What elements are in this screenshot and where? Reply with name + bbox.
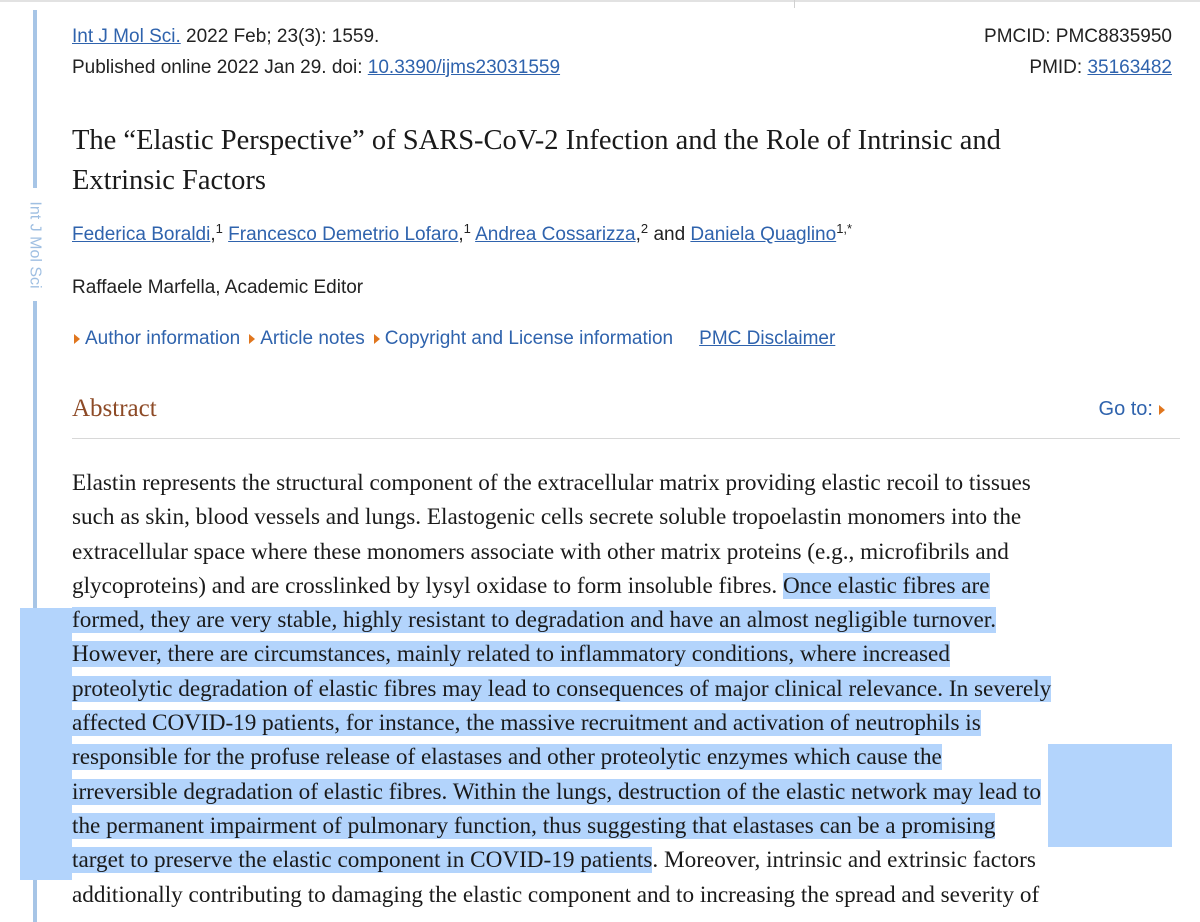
copyright-label: Copyright and License information bbox=[384, 328, 674, 349]
selected-text: responsible for the profuse release of elastases and other proteolytic enzymes which cause the bbox=[72, 744, 942, 771]
academic-editor: Raffaele Marfella, Academic Editor bbox=[72, 277, 364, 298]
citation-header bbox=[72, 26, 1172, 88]
selected-text: irreversible degradation of elastic fibres. Within the lungs, destruction of the elastic network may lead to bbox=[72, 778, 1041, 805]
text-selection-margin bbox=[20, 608, 72, 880]
article-info-bar bbox=[72, 328, 835, 350]
author-information-toggle[interactable] bbox=[72, 328, 240, 350]
top-border bbox=[0, 0, 1200, 2]
selected-text: However, there are circumstances, mainly related to inflammatory conditions, where increased bbox=[72, 641, 950, 668]
selected-text: the permanent impairment of pulmonary function, thus suggesting that elastases can be a promising bbox=[72, 812, 996, 839]
article-title: The “Elastic Perspective” of SARS-CoV-2 Infection and the Role of Intrinsic and Extrinsic Factors bbox=[72, 125, 1001, 196]
selected-text: proteolytic degradation of elastic fibres may lead to consequences of major clinical relevance. In severely bbox=[72, 675, 1052, 702]
top-divider-tick bbox=[794, 0, 795, 8]
sidebar-rule bbox=[33, 10, 37, 188]
selected-text: target to preserve the elastic component in COVID-19 patients bbox=[72, 847, 653, 874]
journal-issue bbox=[72, 26, 379, 57]
abstract-line bbox=[72, 535, 1172, 569]
triangle-right-icon bbox=[249, 334, 255, 344]
issue-date: 2022 Feb; 23(3): 1559. bbox=[186, 26, 380, 47]
citation-row-2 bbox=[72, 57, 1172, 88]
abstract-text-segment: extracellular space where these monomers associate with other matrix proteins (e.g., microfibrils and bbox=[72, 538, 1009, 565]
citation-row-1 bbox=[72, 26, 1172, 57]
selected-text: affected COVID-19 patients, for instance, the massive recruitment and activation of neutrophils is bbox=[72, 710, 981, 737]
pmid-link[interactable]: 35163482 bbox=[1087, 57, 1172, 78]
abstract-line bbox=[72, 843, 1172, 877]
abstract-line bbox=[72, 569, 1172, 603]
sidebar-journal-label[interactable]: Int J Mol Sci bbox=[27, 201, 45, 289]
abstract-line bbox=[72, 603, 1172, 637]
abstract-line bbox=[72, 466, 1172, 500]
abstract-line bbox=[72, 775, 1172, 809]
article-notes-label: Article notes bbox=[260, 328, 365, 349]
copyright-toggle[interactable] bbox=[372, 328, 673, 350]
abstract-heading: Abstract bbox=[72, 395, 157, 422]
pmid-label: PMID: bbox=[1029, 57, 1088, 78]
author-link[interactable]: Andrea Cossarizza bbox=[475, 224, 636, 245]
and-word: and bbox=[653, 224, 686, 245]
sidebar-rule bbox=[33, 301, 37, 631]
author-affiliation: 2 bbox=[640, 221, 649, 236]
doi-link[interactable]: 10.3390/ijms23031559 bbox=[367, 57, 561, 78]
author-link[interactable]: Francesco Demetrio Lofaro bbox=[228, 224, 459, 245]
abstract-line bbox=[72, 740, 1172, 774]
triangle-right-icon bbox=[1159, 405, 1165, 415]
author-affiliation: 1 bbox=[463, 221, 471, 236]
goto-label: Go to: bbox=[1098, 398, 1153, 420]
abstract-line bbox=[72, 706, 1172, 740]
abstract-line bbox=[72, 500, 1172, 534]
selected-text: formed, they are very stable, highly resistant to degradation and have an almost negligible turnover. bbox=[72, 607, 997, 634]
journal-link[interactable]: Int J Mol Sci. bbox=[72, 26, 181, 47]
abstract-text bbox=[72, 466, 1172, 912]
published-doi bbox=[72, 57, 560, 88]
abstract-text-segment: such as skin, blood vessels and lungs. Elastogenic cells secrete soluble tropoelastin monomers into the bbox=[72, 504, 1022, 531]
abstract-text-segment: additionally contributing to damaging the elastic component and to increasing the spread and severity of bbox=[72, 881, 1040, 908]
pmc-disclaimer-link[interactable]: PMC Disclaimer bbox=[699, 328, 836, 349]
triangle-right-icon bbox=[74, 334, 80, 344]
pmid bbox=[1029, 57, 1172, 88]
goto-button[interactable] bbox=[1099, 398, 1170, 421]
author-link[interactable]: Federica Boraldi bbox=[72, 224, 211, 245]
abstract-text-segment: Elastin represents the structural component of the extracellular matrix providing elastic recoil to tissues bbox=[72, 470, 1031, 496]
author-affiliation: 1 bbox=[215, 221, 223, 236]
abstract-line bbox=[72, 672, 1172, 706]
abstract-line bbox=[72, 878, 1172, 912]
author-list: Federica Boraldi,$^1$ Francesco Demetrio Lofaro,$^1$ Andrea Cossarizza,$^2$ and Daniela Quaglino$^{1,*}$ bbox=[72, 221, 853, 245]
published-online: Published online 2022 Jan 29. doi: bbox=[72, 57, 368, 78]
abstract-line bbox=[72, 637, 1172, 671]
abstract-text-segment: . Moreover, intrinsic and extrinsic factors bbox=[652, 847, 1036, 874]
article-notes-toggle[interactable] bbox=[247, 328, 365, 350]
author-link[interactable]: Daniela Quaglino bbox=[690, 224, 837, 245]
author-affiliation: 1,* bbox=[836, 221, 853, 236]
triangle-right-icon bbox=[374, 334, 380, 344]
abstract-divider bbox=[72, 438, 1180, 439]
abstract-text-segment: glycoproteins) and are crosslinked by lysyl oxidase to form insoluble fibres. bbox=[72, 572, 783, 599]
selected-text: Once elastic fibres are bbox=[782, 572, 990, 599]
author-information-label: Author information bbox=[85, 328, 241, 349]
pmcid: PMCID: PMC8835950 bbox=[984, 26, 1172, 47]
abstract-line bbox=[72, 809, 1172, 843]
